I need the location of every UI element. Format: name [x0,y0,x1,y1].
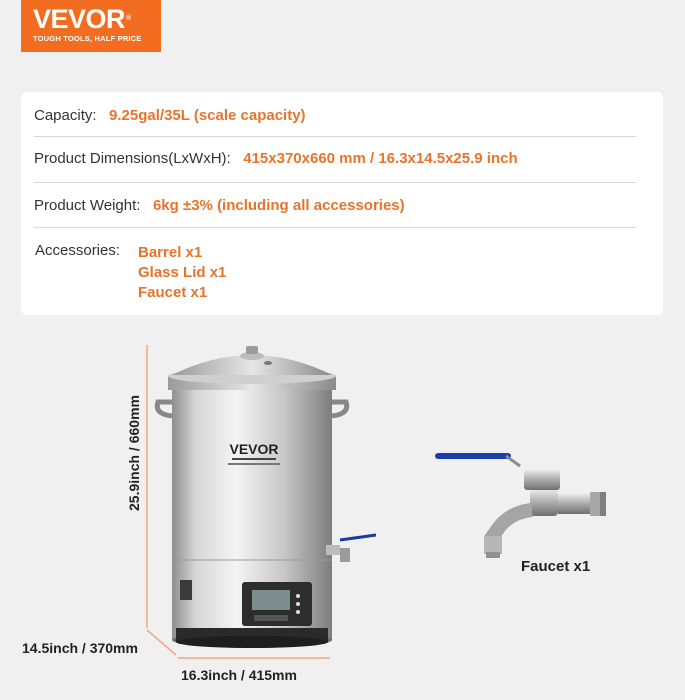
weight-label: Product Weight: [34,197,141,214]
depth-label: 14.5inch / 370mm [22,640,138,656]
accessory-barrel: Barrel x1 [138,244,203,261]
width-label: 16.3inch / 415mm [181,667,297,683]
accessories-label: Accessories: [35,242,121,259]
logo-registered-mark: ® [126,15,131,22]
logo-tagline: TOUGH TOOLS, HALF PRICE [33,34,142,43]
depth-dimension-line [147,630,176,655]
logo-brand: VEVOR [33,4,126,34]
accessory-faucet: Faucet x1 [138,284,208,301]
weight-value: 6kg ±3% (including all accessories) [152,197,405,214]
faucet-accessory [438,456,606,558]
brew-kettle [157,346,376,648]
faucet-label: Faucet x1 [521,558,591,575]
capacity-value: 9.25gal/35L (scale capacity) [109,107,306,124]
dimensions-value: 415x370x660 mm / 16.3x14.5x25.9 inch [243,150,518,167]
accessory-glass-lid: Glass Lid x1 [138,264,227,281]
capacity-label: Capacity: [34,107,97,124]
height-label: 25.9inch / 660mm [126,395,142,511]
pot-brand-text: VEVOR [229,441,279,457]
dimensions-label: Product Dimensions(LxWxH): [34,150,231,167]
